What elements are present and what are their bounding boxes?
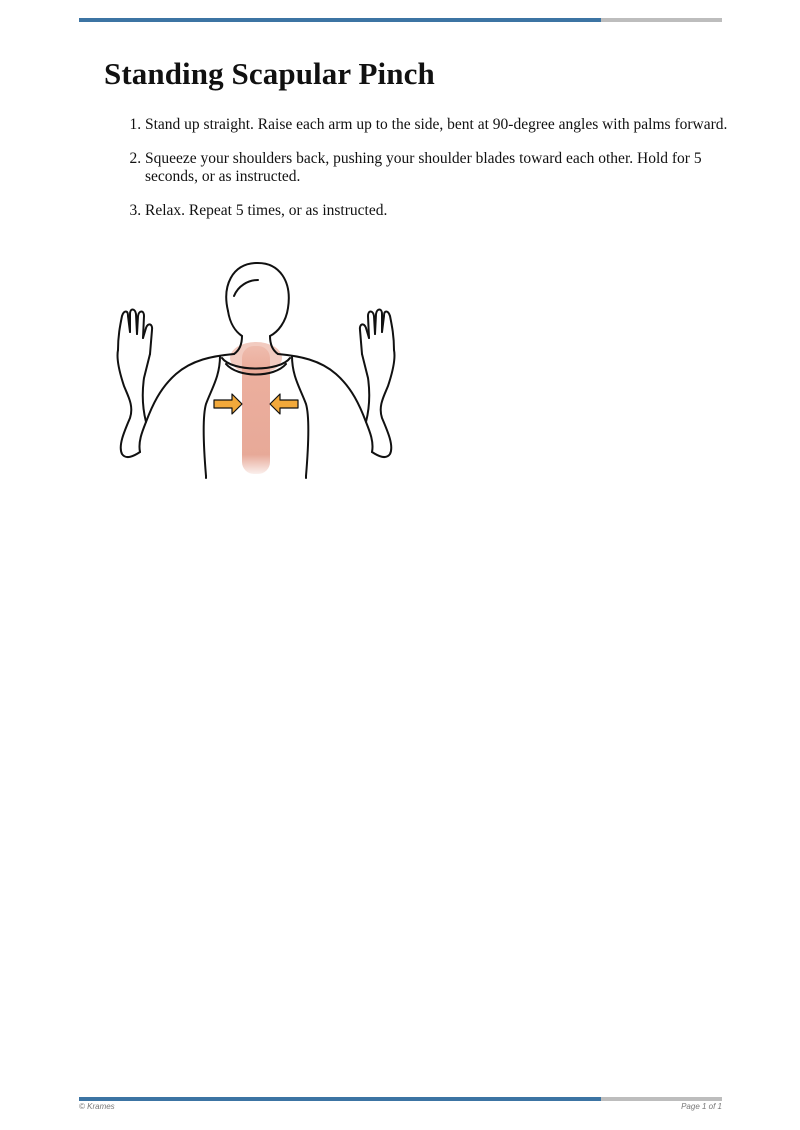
left-arrow-icon <box>214 394 242 414</box>
instruction-step-3: 3. Relax. Repeat 5 times, or as instructed. <box>145 202 745 220</box>
footer-rule-grey <box>601 1097 722 1101</box>
exercise-illustration <box>108 256 408 481</box>
right-arrow-icon <box>270 394 298 414</box>
header-rule <box>79 18 722 22</box>
instruction-step-1: 1. Stand up straight. Raise each arm up to the side, bent at 90-degree angles with palms forward. <box>145 116 745 134</box>
instruction-list <box>104 116 745 236</box>
header-rule-blue <box>79 18 601 22</box>
footer-rule <box>79 1097 722 1101</box>
footer-copyright: © Krames <box>79 1102 115 1111</box>
page-title: Standing Scapular Pinch <box>104 56 435 91</box>
footer-page-number: Page 1 of 1 <box>681 1102 722 1111</box>
instruction-step-2: 2. Squeeze your shoulders back, pushing your shoulder blades toward each other. Hold for 5 seconds, or as instructed. <box>145 150 745 186</box>
footer-rule-blue <box>79 1097 601 1101</box>
header-rule-grey <box>601 18 722 22</box>
